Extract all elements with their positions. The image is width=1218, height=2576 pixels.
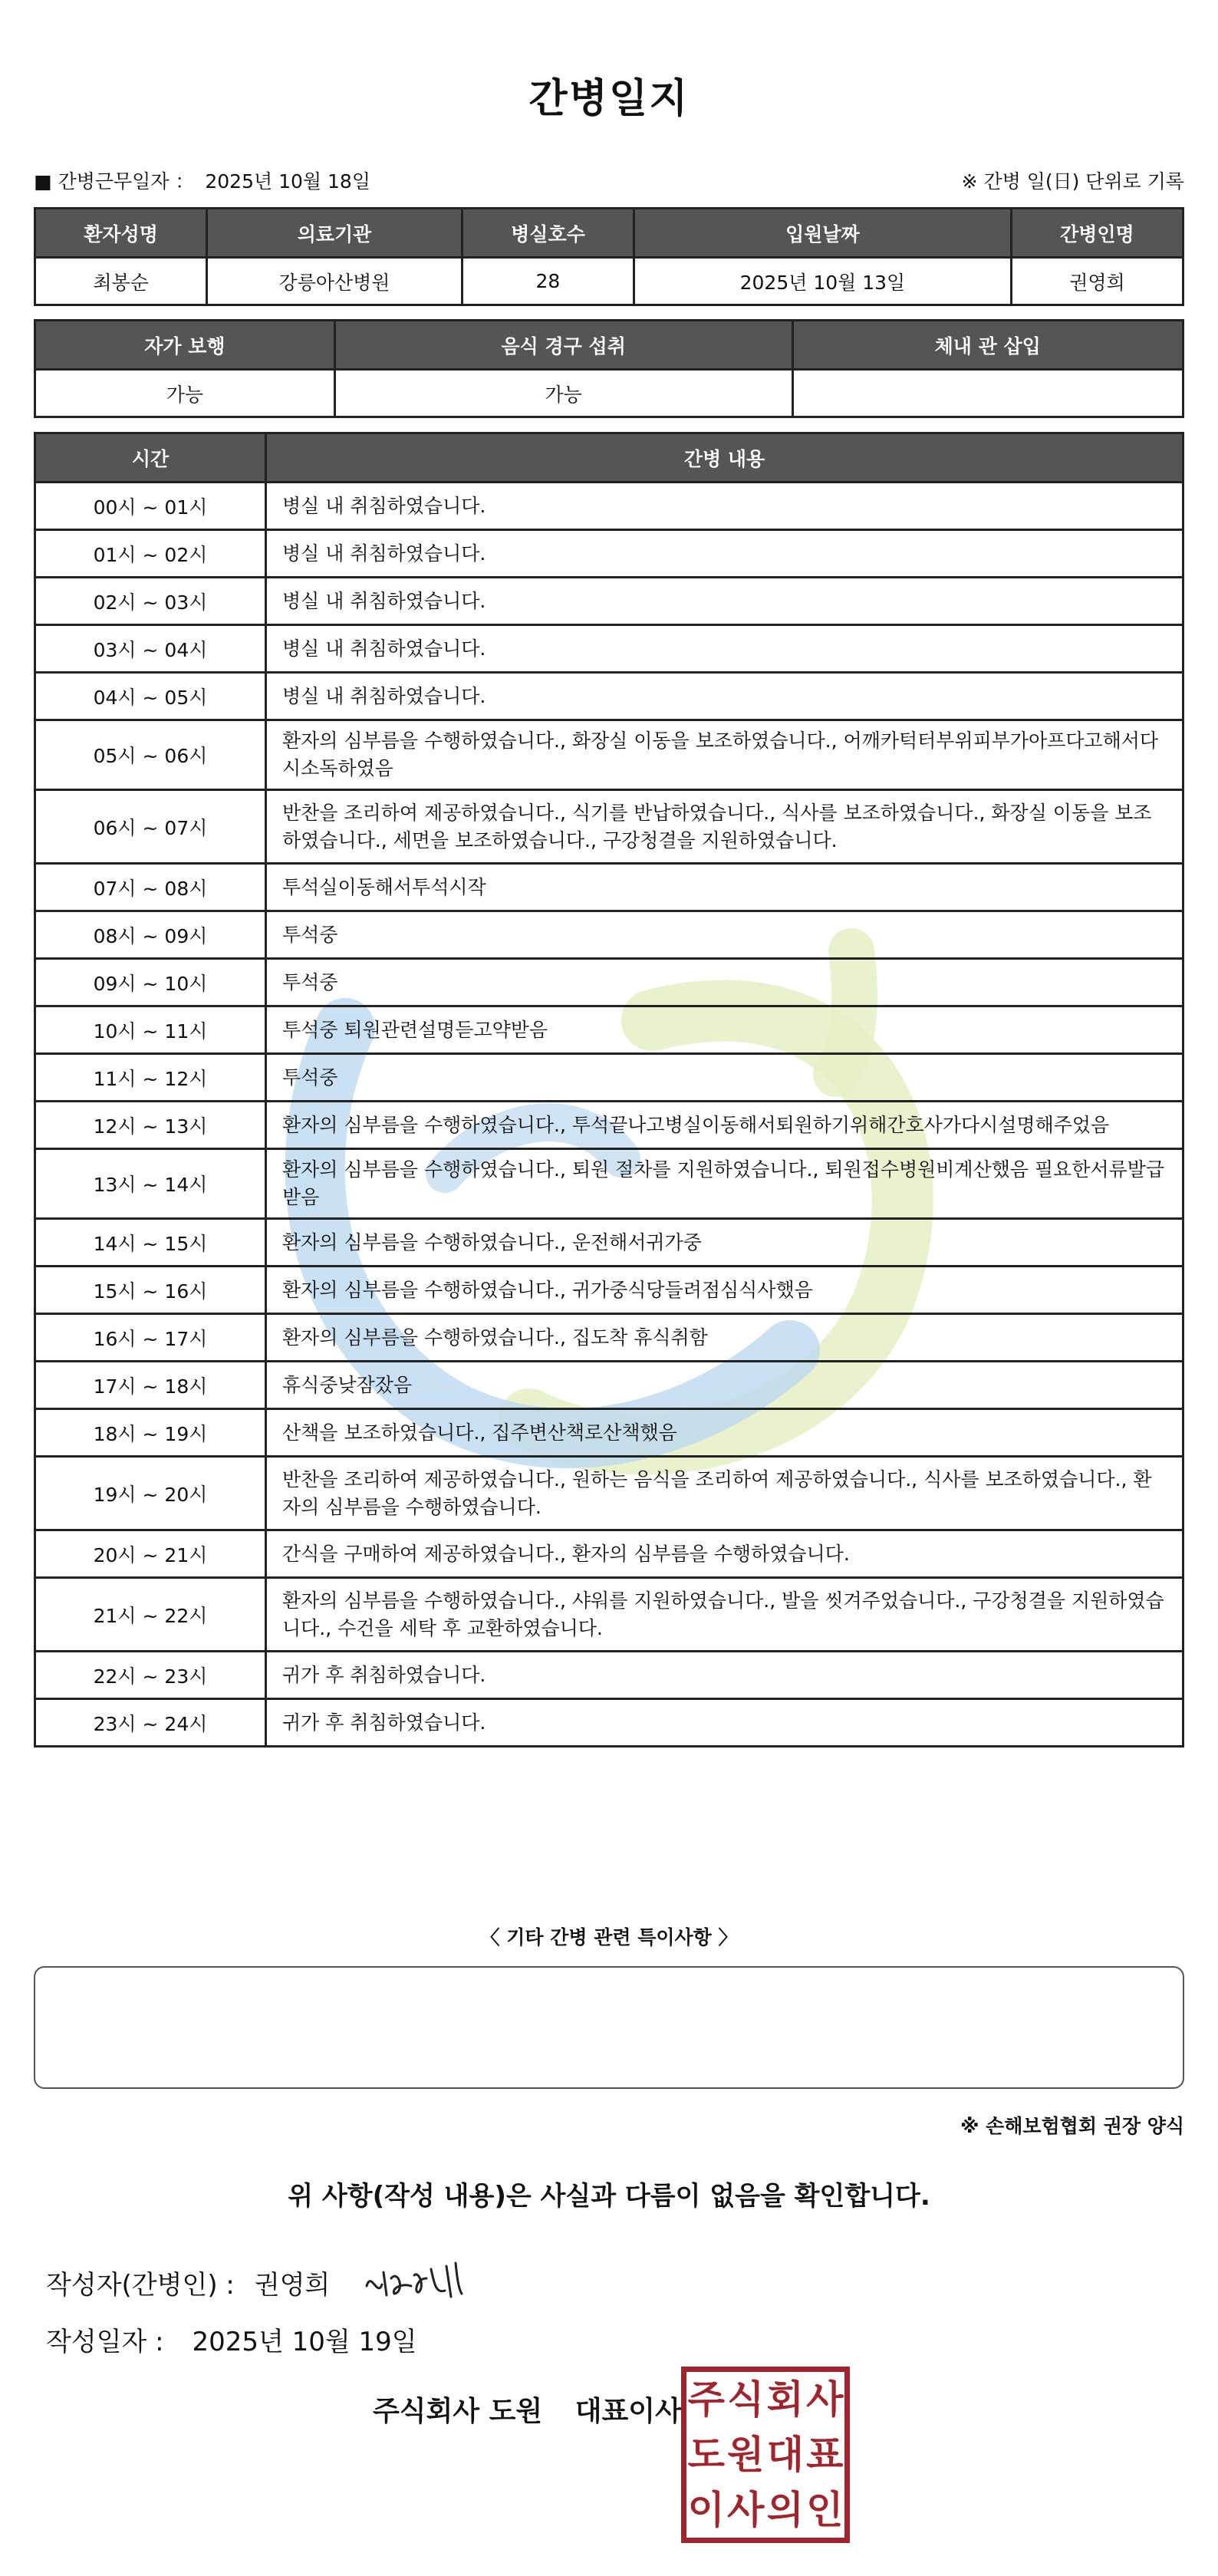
care-log-time: 02시 ~ 03시: [35, 578, 266, 625]
care-log-content: 환자의 심부름을 수행하였습니다., 귀가중식당들려점심식사했음: [266, 1267, 1183, 1314]
seal-glyph: 표: [806, 2433, 844, 2477]
writer-line: [46, 2255, 483, 2309]
care-log-content: 환자의 심부름을 수행하였습니다., 퇴원 절차를 지원하였습니다., 퇴원접수병원비계산했음 필요한서류발급받음: [266, 1149, 1183, 1219]
notes-title: 〈 기타 간병 관련 특이사항 〉: [480, 1926, 738, 1948]
header-caregiver-name: 간병인명: [1011, 209, 1183, 258]
care-log-content: 투석중: [266, 1054, 1183, 1102]
recommend-note: ※ 손해보험협회 권장 양식: [960, 2115, 1184, 2137]
seal-glyph: 도: [687, 2433, 725, 2477]
care-log-row: [35, 1006, 1183, 1054]
care-log-time: 22시 ~ 23시: [35, 1652, 266, 1699]
seal-glyph: 식: [727, 2377, 765, 2422]
care-log-row: [35, 790, 1183, 864]
care-log-content: 병실 내 취침하였습니다.: [266, 673, 1183, 720]
signature-image: [360, 2255, 483, 2309]
care-log-time: 15시 ~ 16시: [35, 1267, 266, 1314]
company-seal-stamp: [681, 2367, 850, 2543]
care-log-row: [35, 1530, 1183, 1578]
seal-glyph: 이: [687, 2488, 725, 2532]
care-log-time: 04시 ~ 05시: [35, 673, 266, 720]
care-log-time: 18시 ~ 19시: [35, 1409, 266, 1457]
page-title: 간병일지: [528, 76, 690, 122]
room-number: 28: [462, 258, 634, 305]
care-log-content: 환자의 심부름을 수행하였습니다., 운전해서귀가중: [266, 1219, 1183, 1267]
care-log-content: 병실 내 취침하였습니다.: [266, 530, 1183, 578]
care-log-row: [35, 578, 1183, 625]
care-log-row: [35, 1267, 1183, 1314]
care-log-row: [35, 1054, 1183, 1102]
care-log-content: 병실 내 취침하였습니다.: [266, 578, 1183, 625]
written-date-line: [46, 2321, 417, 2358]
seal-glyph: 대: [766, 2433, 804, 2477]
writer-label: 작성자(간병인) :: [46, 2269, 235, 2301]
header-patient-name: 환자성명: [35, 209, 207, 258]
seal-glyph: 주: [687, 2377, 725, 2422]
header-time: 시간: [35, 433, 266, 483]
care-log-row: [35, 1314, 1183, 1362]
company-line: [373, 2390, 705, 2429]
meta-row: [34, 167, 1184, 193]
care-log-content: 투석중: [266, 959, 1183, 1006]
care-log-time: 16시 ~ 17시: [35, 1314, 266, 1362]
care-log-row: [35, 1652, 1183, 1699]
unit-note: ※ 간병 일(日) 단위로 기록: [961, 170, 1184, 193]
care-log-time: 05시 ~ 06시: [35, 720, 266, 790]
care-log-row: [35, 959, 1183, 1006]
care-log-content: 휴식중낮잠잤음: [266, 1362, 1183, 1409]
care-log-header-row: [35, 433, 1183, 483]
care-log-time: 17시 ~ 18시: [35, 1362, 266, 1409]
care-log-content: 투석중 퇴원관련설명듣고약받음: [266, 1006, 1183, 1054]
ability-table: [34, 319, 1184, 418]
care-log-content: 산책을 보조하였습니다., 집주변산책로산책했음: [266, 1409, 1183, 1457]
care-log-row: [35, 1457, 1183, 1530]
care-log-content: 병실 내 취침하였습니다.: [266, 625, 1183, 673]
care-log-row: [35, 483, 1183, 530]
seal-glyph: 회: [766, 2377, 804, 2422]
care-log-time: 09시 ~ 10시: [35, 959, 266, 1006]
patient-info-table: [34, 207, 1184, 306]
care-log-time: 19시 ~ 20시: [35, 1457, 266, 1530]
care-log-time: 23시 ~ 24시: [35, 1699, 266, 1747]
care-log-content: 환자의 심부름을 수행하였습니다., 집도착 휴식취함: [266, 1314, 1183, 1362]
care-log-row: [35, 864, 1183, 911]
care-log-content: 병실 내 취침하였습니다.: [266, 483, 1183, 530]
written-date-value: 2025년 10월 19일: [192, 2327, 417, 2357]
care-log-row: [35, 1578, 1183, 1652]
care-log-time: 01시 ~ 02시: [35, 530, 266, 578]
admission-date: 2025년 10월 13일: [634, 258, 1012, 305]
seal-glyph: 원: [727, 2433, 765, 2477]
header-care-content: 간병 내용: [266, 433, 1183, 483]
care-log-body: [35, 483, 1183, 1747]
seal-glyph: 사: [806, 2377, 844, 2422]
patient-info-header-row: [35, 209, 1183, 258]
oral-intake-value: 가능: [334, 370, 792, 417]
care-log-time: 21시 ~ 22시: [35, 1578, 266, 1652]
care-log-row: [35, 911, 1183, 959]
work-date: [34, 166, 375, 194]
company-role: 대표이사: [574, 2396, 682, 2427]
header-oral-intake: 음식 경구 섭취: [334, 321, 792, 370]
seal-glyph: 인: [806, 2488, 844, 2532]
care-log-row: [35, 1149, 1183, 1219]
care-log-row: [35, 1102, 1183, 1149]
care-log-time: 06시 ~ 07시: [35, 790, 266, 864]
self-walking-value: 가능: [35, 370, 335, 417]
care-log-time: 03시 ~ 04시: [35, 625, 266, 673]
care-log-content: 환자의 심부름을 수행하였습니다., 투석끝나고병실이동해서퇴원하기위해간호사가다시설명해주었음: [266, 1102, 1183, 1149]
work-date-value: 2025년 10월 18일: [205, 170, 370, 193]
ability-value-row: [35, 370, 1183, 417]
header-admission-date: 입원날짜: [634, 209, 1012, 258]
hospital-name: 강릉아산병원: [207, 258, 463, 305]
written-date-label: 작성일자 :: [46, 2327, 164, 2357]
care-log-content: 귀가 후 취침하였습니다.: [266, 1699, 1183, 1747]
confirm-statement: 위 사항(작성 내용)은 사실과 다름이 없음을 확인합니다.: [288, 2181, 930, 2212]
care-log-time: 11시 ~ 12시: [35, 1054, 266, 1102]
care-log-row: [35, 1699, 1183, 1747]
care-log-row: [35, 625, 1183, 673]
care-log-row: [35, 673, 1183, 720]
header-room: 병실호수: [462, 209, 634, 258]
care-log-time: 14시 ~ 15시: [35, 1219, 266, 1267]
ability-header-row: [35, 321, 1183, 370]
header-self-walking: 자가 보행: [35, 321, 335, 370]
care-log-time: 20시 ~ 21시: [35, 1530, 266, 1578]
header-tube-insertion: 체내 관 삽입: [792, 321, 1183, 370]
patient-info-value-row: [35, 258, 1183, 305]
care-log-content: 투석실이동해서투석시작: [266, 864, 1183, 911]
writer-name: 권영희: [254, 2269, 331, 2301]
care-log-content: 반찬을 조리하여 제공하였습니다., 식기를 반납하였습니다., 식사를 보조하였습니다., 화장실 이동을 보조하였습니다., 세면을 보조하였습니다., 구강청결을 지원하였습니다.: [266, 790, 1183, 864]
care-log-content: 간식을 구매하여 제공하였습니다., 환자의 심부름을 수행하였습니다.: [266, 1530, 1183, 1578]
care-log-row: [35, 1409, 1183, 1457]
care-log-row: [35, 530, 1183, 578]
care-log-time: 10시 ~ 11시: [35, 1006, 266, 1054]
care-log-content: 환자의 심부름을 수행하였습니다., 화장실 이동을 보조하였습니다., 어깨카턱터부위피부가아프다고해서다시소독하였음: [266, 720, 1183, 790]
header-hospital: 의료기관: [207, 209, 463, 258]
tube-insertion-value: [792, 370, 1183, 417]
care-log-time: 00시 ~ 01시: [35, 483, 266, 530]
care-log-content: 환자의 심부름을 수행하였습니다., 샤워를 지원하였습니다., 발을 씻겨주었습니다., 구강청결을 지원하였습니다., 수건을 세탁 후 교환하였습니다.: [266, 1578, 1183, 1652]
work-date-label: ■ 간병근무일자 ：: [34, 170, 195, 193]
patient-name: 최봉순: [35, 258, 207, 305]
care-log-table: [34, 432, 1184, 1748]
care-log-time: 07시 ~ 08시: [35, 864, 266, 911]
care-log-content: 투석중: [266, 911, 1183, 959]
caregiver-name: 권영희: [1011, 258, 1183, 305]
care-log-row: [35, 720, 1183, 790]
care-log-time: 13시 ~ 14시: [35, 1149, 266, 1219]
care-log-content: 반찬을 조리하여 제공하였습니다., 원하는 음식을 조리하여 제공하였습니다., 식사를 보조하였습니다., 환자의 심부름을 수행하였습니다.: [266, 1457, 1183, 1530]
notes-box: [34, 1966, 1184, 2089]
care-log-row: [35, 1362, 1183, 1409]
care-log-time: 08시 ~ 09시: [35, 911, 266, 959]
seal-glyph: 의: [766, 2488, 804, 2532]
care-log-content: 귀가 후 취침하였습니다.: [266, 1652, 1183, 1699]
care-log-time: 12시 ~ 13시: [35, 1102, 266, 1149]
seal-glyph: 사: [727, 2488, 765, 2532]
care-log-row: [35, 1219, 1183, 1267]
company-name: 주식회사 도원: [373, 2396, 543, 2427]
